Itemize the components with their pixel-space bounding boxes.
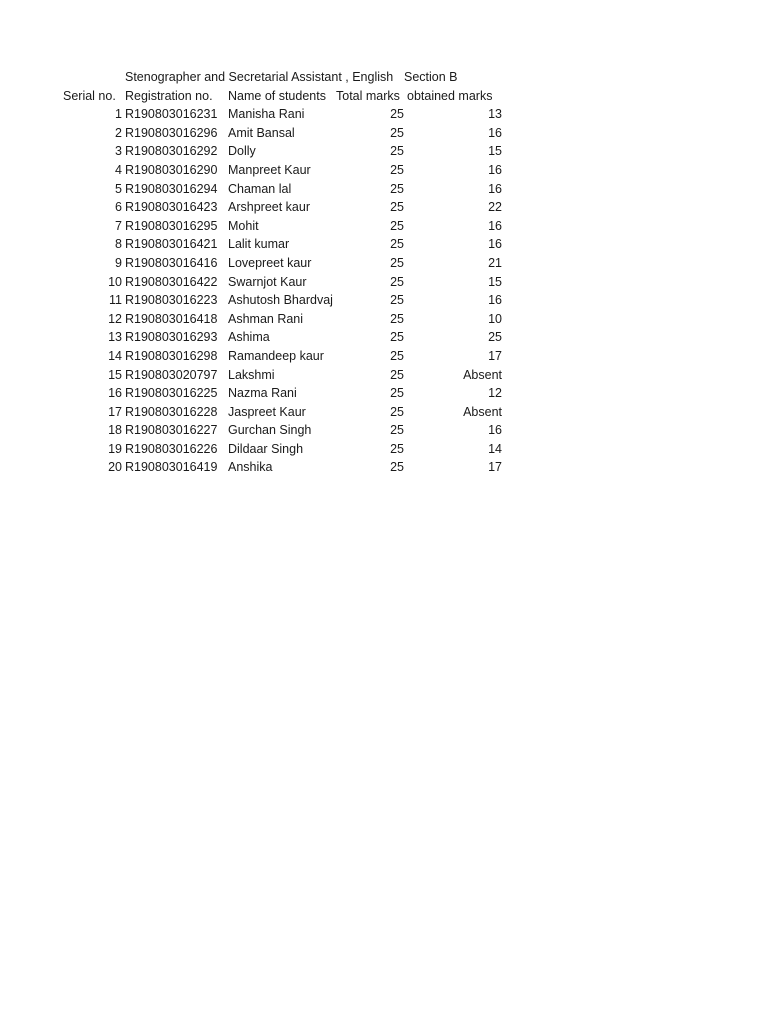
registration-cell: R190803016231 xyxy=(125,107,218,122)
obtained-marks-cell: Absent xyxy=(463,404,502,419)
table-row xyxy=(0,347,768,366)
table-row xyxy=(0,105,768,124)
table-row xyxy=(0,273,768,292)
serial-cell: 11 xyxy=(109,293,122,308)
obtained-marks-cell: 25 xyxy=(488,330,502,345)
marks-sheet xyxy=(0,68,768,477)
total-marks-cell: 25 xyxy=(390,162,404,177)
student-name-cell: Jaspreet Kaur xyxy=(228,404,306,419)
total-marks-cell: 25 xyxy=(390,367,404,382)
registration-cell: R190803016293 xyxy=(125,330,218,345)
serial-cell: 6 xyxy=(115,200,122,215)
table-row xyxy=(0,310,768,329)
registration-cell: R190803016227 xyxy=(125,423,218,438)
obtained-marks-cell: 16 xyxy=(488,125,502,140)
table-row xyxy=(0,291,768,310)
serial-cell: 18 xyxy=(108,423,122,438)
student-name-cell: Manisha Rani xyxy=(228,107,305,122)
registration-cell: R190803016225 xyxy=(125,386,218,401)
student-name-cell: Arshpreet kaur xyxy=(228,200,310,215)
total-marks-cell: 25 xyxy=(390,144,404,159)
obtained-marks-cell: 17 xyxy=(488,348,502,363)
section-label: Section B xyxy=(404,70,458,84)
serial-cell: 15 xyxy=(108,367,122,382)
course-title: Stenographer and Secretarial Assistant , English xyxy=(125,70,394,84)
student-name-cell: Ramandeep kaur xyxy=(228,348,324,363)
total-marks-cell: 25 xyxy=(390,441,404,456)
total-marks-cell: 25 xyxy=(390,218,404,233)
table-row xyxy=(0,180,768,199)
registration-cell: R190803016228 xyxy=(125,404,218,419)
registration-cell: R190803020797 xyxy=(125,367,218,382)
title-row xyxy=(0,68,768,87)
serial-cell: 5 xyxy=(115,181,122,196)
header-row xyxy=(0,87,768,106)
student-name-cell: Swarnjot Kaur xyxy=(228,274,307,289)
serial-cell: 17 xyxy=(108,404,122,419)
obtained-marks-cell: 14 xyxy=(488,441,502,456)
student-name-cell: Nazma Rani xyxy=(228,386,297,401)
total-marks-cell: 25 xyxy=(390,125,404,140)
student-name-cell: Manpreet Kaur xyxy=(228,162,311,177)
serial-cell: 19 xyxy=(108,441,122,456)
obtained-marks-cell: 15 xyxy=(488,144,502,159)
total-marks-cell: 25 xyxy=(390,423,404,438)
table-row xyxy=(0,217,768,236)
serial-cell: 9 xyxy=(115,255,122,270)
total-marks-cell: 25 xyxy=(390,460,404,475)
serial-cell: 1 xyxy=(115,107,122,122)
obtained-marks-cell: 10 xyxy=(488,311,502,326)
table-row xyxy=(0,384,768,403)
serial-cell: 20 xyxy=(108,460,122,475)
student-name-cell: Mohit xyxy=(228,218,259,233)
total-marks-cell: 25 xyxy=(390,293,404,308)
obtained-marks-cell: 17 xyxy=(488,460,502,475)
serial-cell: 13 xyxy=(108,330,122,345)
serial-cell: 3 xyxy=(115,144,122,159)
student-name-cell: Chaman lal xyxy=(228,181,292,196)
registration-cell: R190803016223 xyxy=(125,293,218,308)
total-marks-cell: 25 xyxy=(390,107,404,122)
table-row xyxy=(0,198,768,217)
obtained-marks-cell: 16 xyxy=(488,237,502,252)
registration-cell: R190803016294 xyxy=(125,181,218,196)
student-name-cell: Gurchan Singh xyxy=(228,423,312,438)
table-row xyxy=(0,458,768,477)
obtained-marks-cell: 22 xyxy=(488,200,502,215)
header-name: Name of students xyxy=(228,88,326,103)
student-name-cell: Ashima xyxy=(228,330,270,345)
registration-cell: R190803016226 xyxy=(125,441,218,456)
student-name-cell: Anshika xyxy=(228,460,273,475)
registration-cell: R190803016298 xyxy=(125,348,218,363)
obtained-marks-cell: 16 xyxy=(488,181,502,196)
header-total-marks: Total marks xyxy=(336,88,400,103)
registration-cell: R190803016422 xyxy=(125,274,218,289)
obtained-marks-cell: 15 xyxy=(488,274,502,289)
table-row xyxy=(0,366,768,385)
registration-cell: R190803016290 xyxy=(125,162,218,177)
student-rows xyxy=(0,105,768,477)
table-row xyxy=(0,142,768,161)
obtained-marks-cell: Absent xyxy=(463,367,502,382)
table-row xyxy=(0,440,768,459)
registration-cell: R190803016418 xyxy=(125,311,218,326)
total-marks-cell: 25 xyxy=(390,330,404,345)
student-name-cell: Dildaar Singh xyxy=(228,441,304,456)
obtained-marks-cell: 16 xyxy=(488,423,502,438)
obtained-marks-cell: 16 xyxy=(488,162,502,177)
total-marks-cell: 25 xyxy=(390,404,404,419)
total-marks-cell: 25 xyxy=(390,386,404,401)
header-serial: Serial no. xyxy=(63,88,116,103)
registration-cell: R190803016423 xyxy=(125,200,218,215)
serial-cell: 8 xyxy=(115,237,122,252)
obtained-marks-cell: 12 xyxy=(488,386,502,401)
total-marks-cell: 25 xyxy=(390,181,404,196)
obtained-marks-cell: 21 xyxy=(488,255,502,270)
obtained-marks-cell: 16 xyxy=(488,218,502,233)
student-name-cell: Lalit kumar xyxy=(228,237,290,252)
student-name-cell: Amit Bansal xyxy=(228,125,295,140)
obtained-marks-cell: 16 xyxy=(488,293,502,308)
obtained-marks-cell: 13 xyxy=(488,107,502,122)
student-name-cell: Ashman Rani xyxy=(228,311,304,326)
table-row xyxy=(0,254,768,273)
total-marks-cell: 25 xyxy=(390,200,404,215)
total-marks-cell: 25 xyxy=(390,237,404,252)
student-name-cell: Dolly xyxy=(228,144,256,159)
total-marks-cell: 25 xyxy=(390,274,404,289)
serial-cell: 12 xyxy=(108,311,122,326)
serial-cell: 2 xyxy=(115,125,122,140)
table-row xyxy=(0,328,768,347)
total-marks-cell: 25 xyxy=(390,311,404,326)
student-name-cell: Lakshmi xyxy=(228,367,275,382)
registration-cell: R190803016292 xyxy=(125,144,218,159)
header-obtained-marks: obtained marks xyxy=(407,88,493,103)
table-row xyxy=(0,161,768,180)
total-marks-cell: 25 xyxy=(390,348,404,363)
student-name-cell: Lovepreet kaur xyxy=(228,255,312,270)
table-row xyxy=(0,403,768,422)
registration-cell: R190803016419 xyxy=(125,460,218,475)
registration-cell: R190803016421 xyxy=(125,237,218,252)
serial-cell: 16 xyxy=(108,386,122,401)
registration-cell: R190803016296 xyxy=(125,125,218,140)
serial-cell: 4 xyxy=(115,162,122,177)
serial-cell: 10 xyxy=(108,274,122,289)
total-marks-cell: 25 xyxy=(390,255,404,270)
serial-cell: 14 xyxy=(108,348,122,363)
serial-cell: 7 xyxy=(115,218,122,233)
header-registration: Registration no. xyxy=(125,88,213,103)
registration-cell: R190803016416 xyxy=(125,255,218,270)
registration-cell: R190803016295 xyxy=(125,218,218,233)
table-row xyxy=(0,235,768,254)
table-row xyxy=(0,124,768,143)
student-name-cell: Ashutosh Bhardvaj xyxy=(228,293,333,308)
table-row xyxy=(0,421,768,440)
